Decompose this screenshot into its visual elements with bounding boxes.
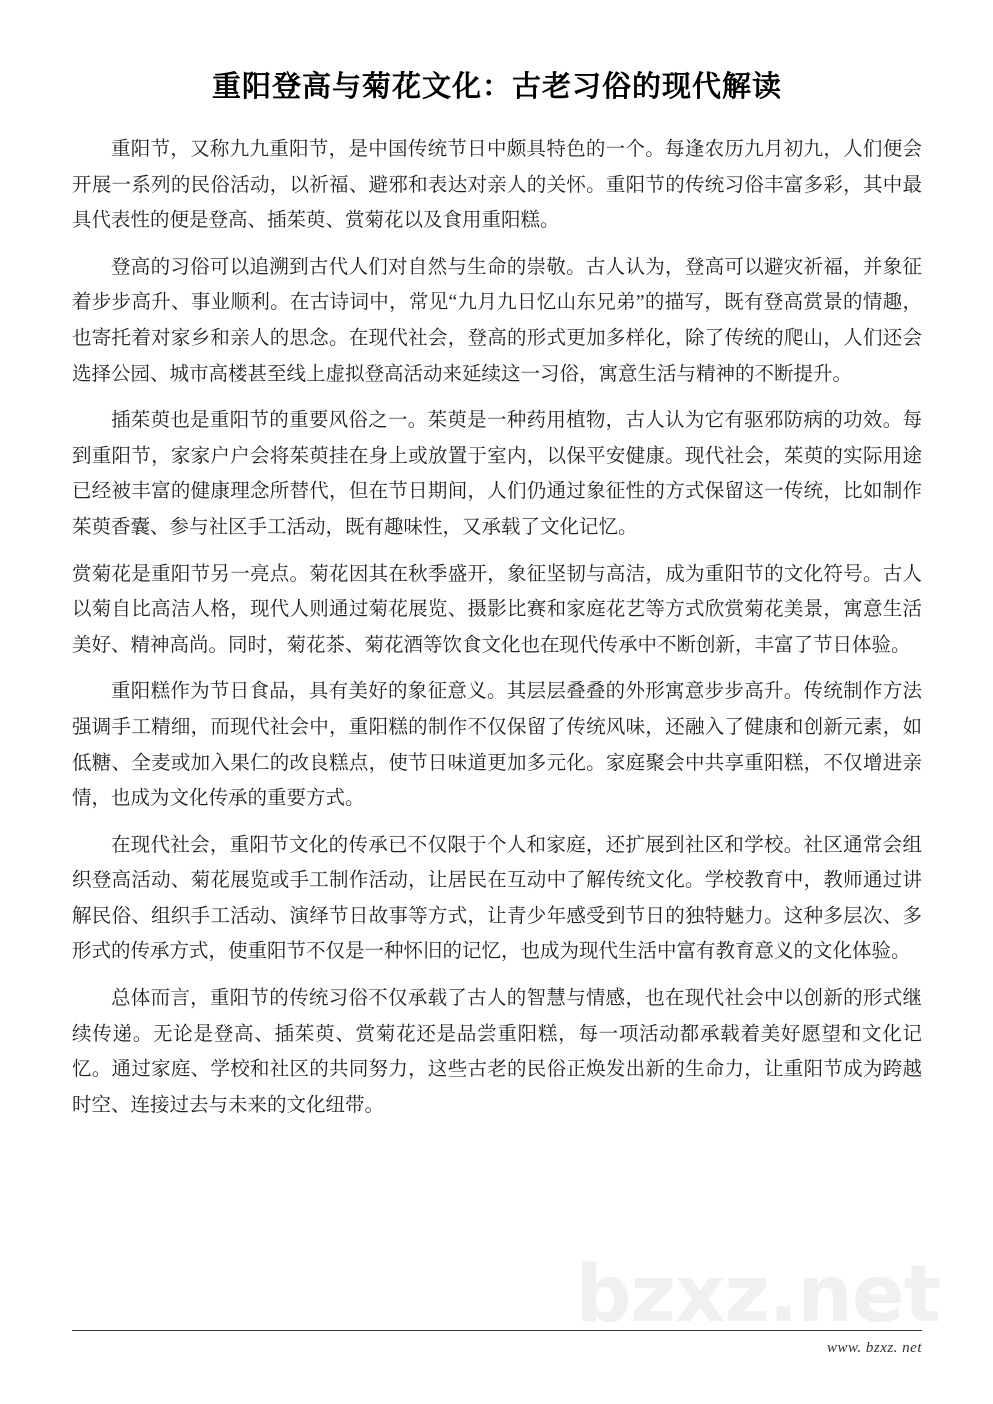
page-title: 重阳登高与菊花文化：古老习俗的现代解读 [211,69,782,103]
site-watermark: bzxz.net [575,1250,940,1340]
document-body [72,0,922,1134]
paragraph: 总体而言，重阳节的传统习俗不仅承载了古人的智慧与情感，也在现代社会中以创新的形式继续传递。无论是登高、插茱萸、赏菊花还是品尝重阳糕，每一项活动都承载着美好愿望和文化记忆。通过家庭、学校和社区的共同努力，这些古老的民俗正焕发出新的生命力，让重阳节成为跨越时空、连接过去与未来的文化纽带。 [72,988,922,1116]
paragraph: 插茱萸也是重阳节的重要风俗之一。茱萸是一种药用植物，古人认为它有驱邪防病的功效。每到重阳节，家家户户会将茱萸挂在身上或放置于室内，以保平安健康。现代社会，茱萸的实际用途已经被丰富的健康理念所替代，但在节日期间，人们仍通过象征性的方式保留这一传统，比如制作茱萸香囊、参与社区手工活动，既有趣味性，又承载了文化记忆。 [72,410,922,538]
paragraph: 登高的习俗可以追溯到古代人们对自然与生命的崇敬。古人认为，登高可以避灾祈福，并象征着步步高升、事业顺利。在古诗词中，常见“九月九日忆山东兄弟”的描写，既有登高赏景的情趣，也寄托着对家乡和亲人的思念。在现代社会，登高的形式更加多样化，除了传统的爬山，人们还会选择公园、城市高楼甚至线上虚拟登高活动来延续这一习俗，寓意生活与精神的不断提升。 [72,256,922,385]
page-footer [72,1330,922,1358]
footer-site-url: www. bzxz. net [826,1340,922,1356]
paragraph-list [72,132,922,1123]
paragraph: 重阳糕作为节日食品，具有美好的象征意义。其层层叠叠的外形寓意步步高升。传统制作方法强调手工精细，而现代社会中，重阳糕的制作不仅保留了传统风味，还融入了健康和创新元素，如低糖、全麦或加入果仁的改良糕点，使节日味道更加多元化。家庭聚会中共享重阳糕，不仅增进亲情，也成为文化传承的重要方式。 [72,681,922,810]
paragraph: 重阳节，又称九九重阳节，是中国传统节日中颇具特色的一个。每逢农历九月初九，人们便会开展一系列的民俗活动，以祈福、避邪和表达对亲人的关怀。重阳节的传统习俗丰富多彩，其中最具代表性的便是登高、插茱萸、赏菊花以及食用重阳糕。 [72,139,922,232]
paragraph: 在现代社会，重阳节文化的传承已不仅限于个人和家庭，还扩展到社区和学校。社区通常会组织登高活动、菊花展览或手工制作活动，让居民在互动中了解传统文化。学校教育中，教师通过讲解民俗、组织手工活动、演绎节日故事等方式，让青少年感受到节日的独特魅力。这种多层次、多形式的传承方式，使重阳节不仅是一种怀旧的记忆，也成为现代生活中富有教育意义的文化体验。 [72,834,922,963]
paragraph: 赏菊花是重阳节另一亮点。菊花因其在秋季盛开，象征坚韧与高洁，成为重阳节的文化符号。古人以菊自比高洁人格，现代人则通过菊花展览、摄影比赛和家庭花艺等方式欣赏菊花美景，寓意生活美好、精神高尚。同时，菊花茶、菊花酒等饮食文化也在现代传承中不断创新，丰富了节日体验。 [72,563,922,656]
footer-divider [72,1330,922,1331]
